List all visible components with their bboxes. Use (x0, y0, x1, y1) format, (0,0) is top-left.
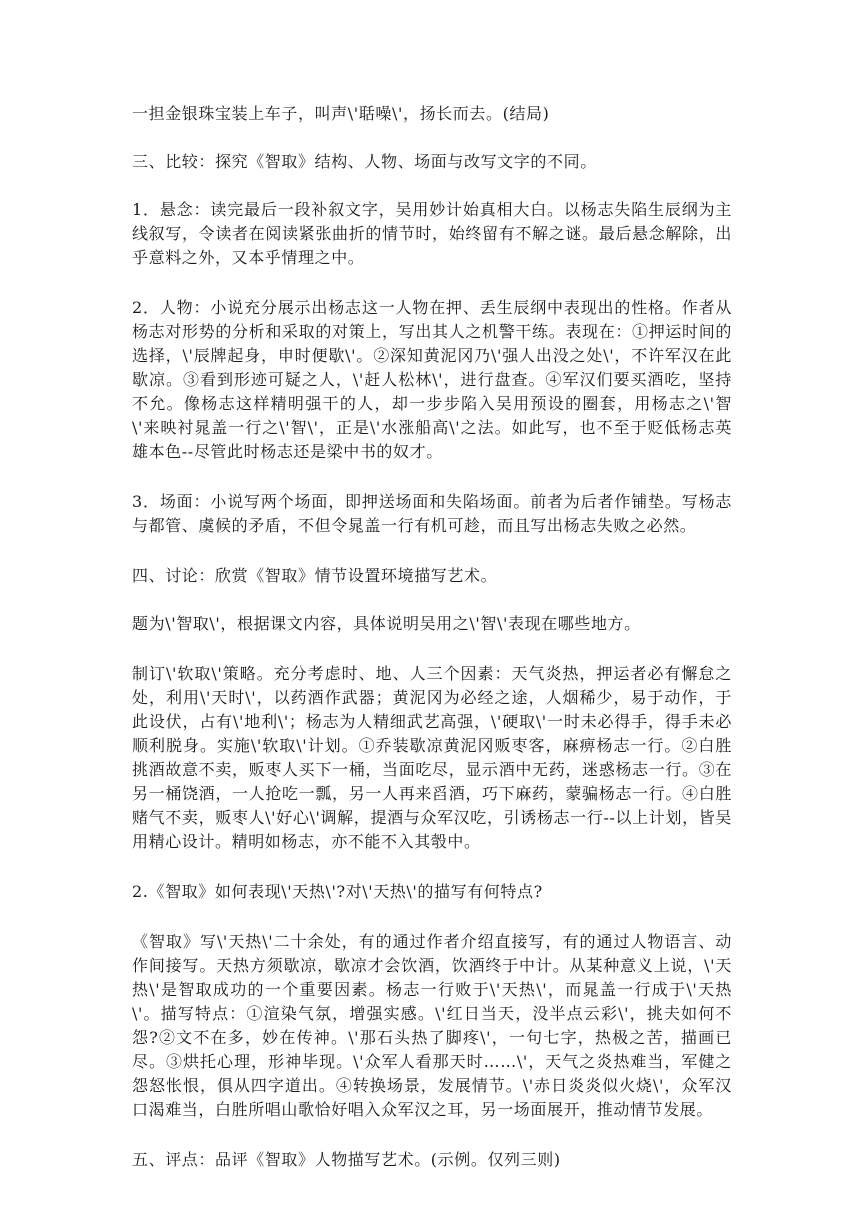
answer-hot-weather: 《智取》写\'天热\'二十余处，有的通过作者介绍直接写，有的通过人物语言、动作间接写。天热方须歇凉，歇凉才会饮酒，饮酒终于中计。从某种意义上说，\'天热\'是智取成功的一个重要因素。杨志一行败于\'天热\'，而晁盖一行成于\'天热\'。描写特点：①渲染气氛，增强实感。\'红日当天，没半点云彩\'，挑夫如何不怨?②文不在多，妙在传神。\'那石头热了脚疼\'，一句七字，热极之苦，描画已尽。③烘托心理，形神毕现。\'众军人看那天时……\'，天气之炎热难当，军健之怨怒怅恨，俱从四字道出。④转换场景，发展情节。\'赤日炎炎似火烧\'，众军汉口渴难当，白胜所唱山歌恰好唱入众军汉之耳，另一场面展开，推动情节发展。 (132, 932, 732, 1119)
paragraph-suspense: 1．悬念：读完最后一段补叙文字，吴用妙计始真相大白。以杨志失陷生辰纲为主线叙写，令读者在阅读紧张曲折的情节时，始终留有不解之谜。最后悬念解除，出乎意料之外，又本乎情理之中。 (132, 200, 732, 267)
section-heading-commentary: 五、评点：品评《智取》人物描写艺术。(示例。仅列三则) (132, 1150, 561, 1169)
answer-soft-strategy: 制订\'软取\'策略。充分考虑时、地、人三个因素：天气炎热，押运者必有懈怠之处，利用\'天时\'，以药酒作武器；黄泥冈为必经之途，人烟稀少，易于动作，于此设伏，占有\'地利\'；杨志为人精细武艺高强，\'硬取\'一时未必得手，得手未必顺利脱身。实施\'软取\'计划。①乔装歇凉黄泥冈贩枣客，麻痹杨志一行。②白胜挑酒故意不卖，贩枣人买下一桶，当面吃尽，显示酒中无药，迷惑杨志一行。③在另一桶饶酒，一人抢吃一瓢，另一人再来舀酒，巧下麻药，蒙骗杨志一行。④白胜赌气不卖，贩枣人\'好心\'调解，提酒与众军汉吃，引诱杨志一行--以上计划，皆吴用精心设计。精明如杨志，亦不能不入其彀中。 (132, 664, 732, 851)
document-body (132, 102, 732, 1172)
paragraph-ending-note: 一担金银珠宝装上车子，叫声\'聒噪\'，扬长而去。(结局) (132, 104, 550, 123)
section-heading-comparison: 三、比较：探究《智取》结构、人物、场面与改写文字的不同。 (132, 152, 597, 171)
question-hot-weather: 2.《智取》如何表现\'天热\'?对\'天热\'的描写有何特点? (132, 882, 543, 901)
paragraph-characters: 2．人物：小说充分展示出杨志这一人物在押、丢生辰纲中表现出的性格。作者从杨志对形势的分析和采取的对策上，写出其人之机警干练。表现在：①押运时间的选择，\'辰牌起身，申时便歇\'。②深知黄泥冈乃\'强人出没之处\'，不许军汉在此歇凉。③看到形迹可疑之人，\'赶人松林\'，进行盘查。④军汉们要买酒吃，坚持不允。像杨志这样精明强干的人，却一步步陷入吴用预设的圈套，用杨志之\'智\'来映衬晁盖一行之\'智\'，正是\'水涨船高\'之法。如此写，也不至于贬低杨志英雄本色--尽管此时杨志还是梁中书的奴才。 (132, 298, 732, 461)
section-heading-discussion: 四、讨论：欣赏《智取》情节设置环境描写艺术。 (132, 566, 498, 585)
question-wu-yong-wisdom: 题为\'智取\'，根据课文内容，具体说明吴用之\'智\'表现在哪些地方。 (132, 614, 641, 633)
paragraph-scenes: 3．场面：小说写两个场面，即押送场面和失陷场面。前者为后者作铺垫。写杨志与都管、虞候的矛盾，不但令晁盖一行有机可趁，而且写出杨志失败之必然。 (132, 492, 732, 535)
